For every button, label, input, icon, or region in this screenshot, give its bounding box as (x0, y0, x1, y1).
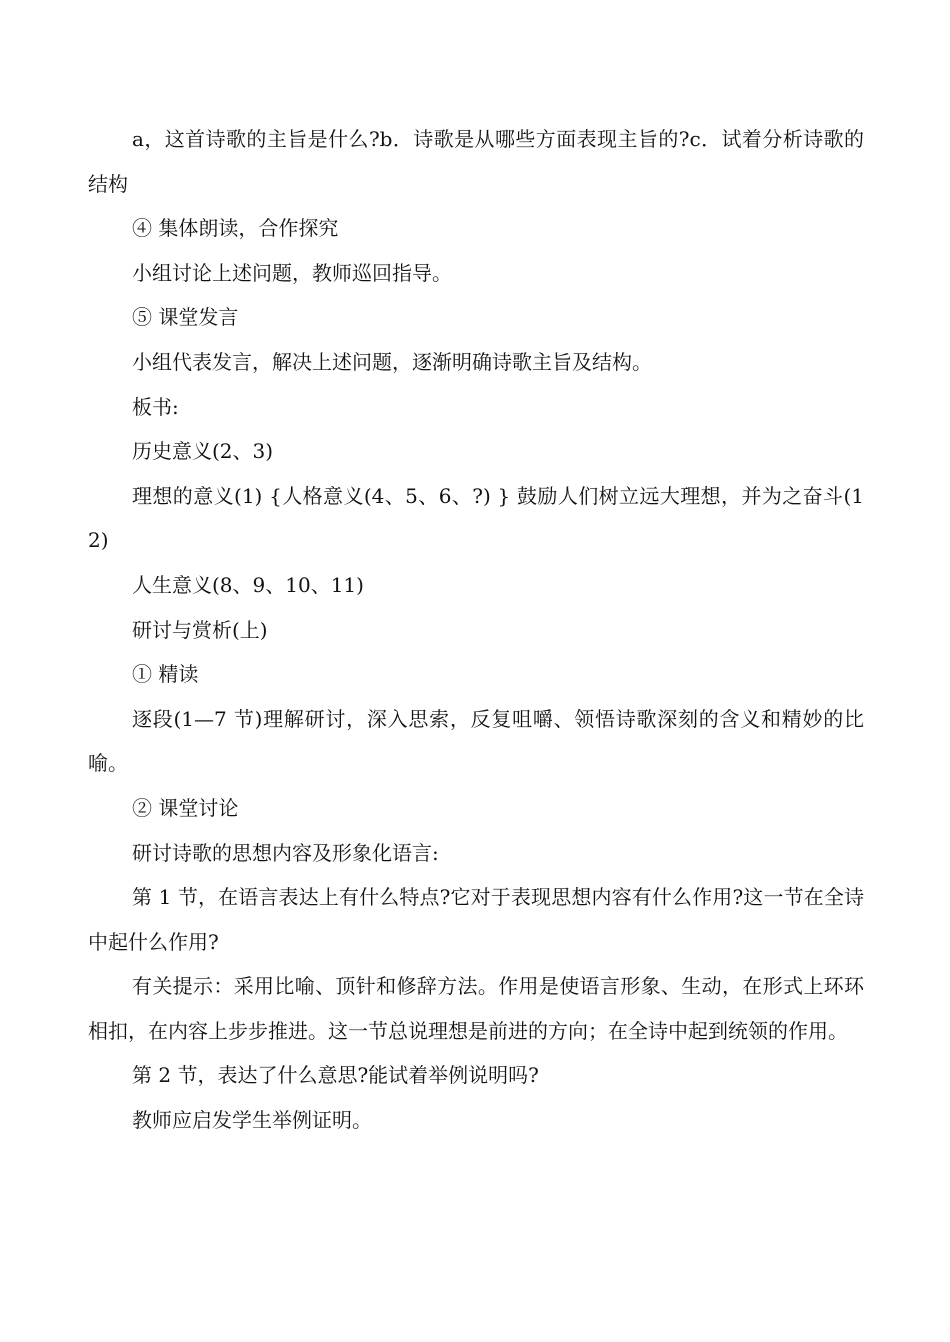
paragraph-history-meaning: 历史意义(2、3) (132, 439, 274, 464)
paragraph-section-1-question: 第 1 节，在语言表达上有什么特点?它对于表现思想内容有什么作用?这一节在全诗中起什么作用? (88, 885, 864, 954)
paragraph-step-2: ② 课堂讨论 (132, 795, 239, 820)
paragraph-close-reading: 逐段(1—7 节)理解研讨，深入思索，反复咀嚼、领悟诗歌深刻的含义和精妙的比喻。 (88, 706, 864, 776)
paragraph-questions: a，这首诗歌的主旨是什么?b．诗歌是从哪些方面表现主旨的?c．试着分析诗歌的结构 (88, 127, 864, 196)
paragraph-study-language: 研讨诗歌的思想内容及形象化语言: (132, 840, 439, 865)
paragraph-step-1: ① 精读 (132, 662, 199, 687)
paragraph-blackboard: 板书: (132, 394, 179, 419)
paragraph-step-4: ④ 集体朗读，合作探究 (132, 216, 339, 241)
paragraph-group-speech: 小组代表发言，解决上述问题，逐渐明确诗歌主旨及结构。 (132, 349, 652, 374)
document-body (88, 117, 864, 1143)
paragraph-step-5: ⑤ 课堂发言 (132, 305, 239, 330)
paragraph-teacher-note: 教师应启发学生举例证明。 (132, 1108, 372, 1133)
paragraph-group-discussion: 小组讨论上述问题，教师巡回指导。 (132, 260, 452, 285)
paragraph-hint: 有关提示：采用比喻、顶针和修辞方法。作用是使语言形象、生动，在形式上环环相扣，在内容上步步推进。这一节总说理想是前进的方向；在全诗中起到统领的作用。 (88, 974, 864, 1043)
paragraph-life-meaning: 人生意义(8、9、10、11) (132, 572, 364, 597)
paragraph-section-2-question: 第 2 节，表达了什么意思?能试着举例说明吗? (132, 1063, 539, 1088)
paragraph-study-heading: 研讨与赏析(上) (132, 617, 268, 642)
paragraph-ideal-meaning: 理想的意义(1) {人格意义(4、5、6、?) } 鼓励人们树立远大理想，并为之奋斗(12) (88, 483, 864, 553)
